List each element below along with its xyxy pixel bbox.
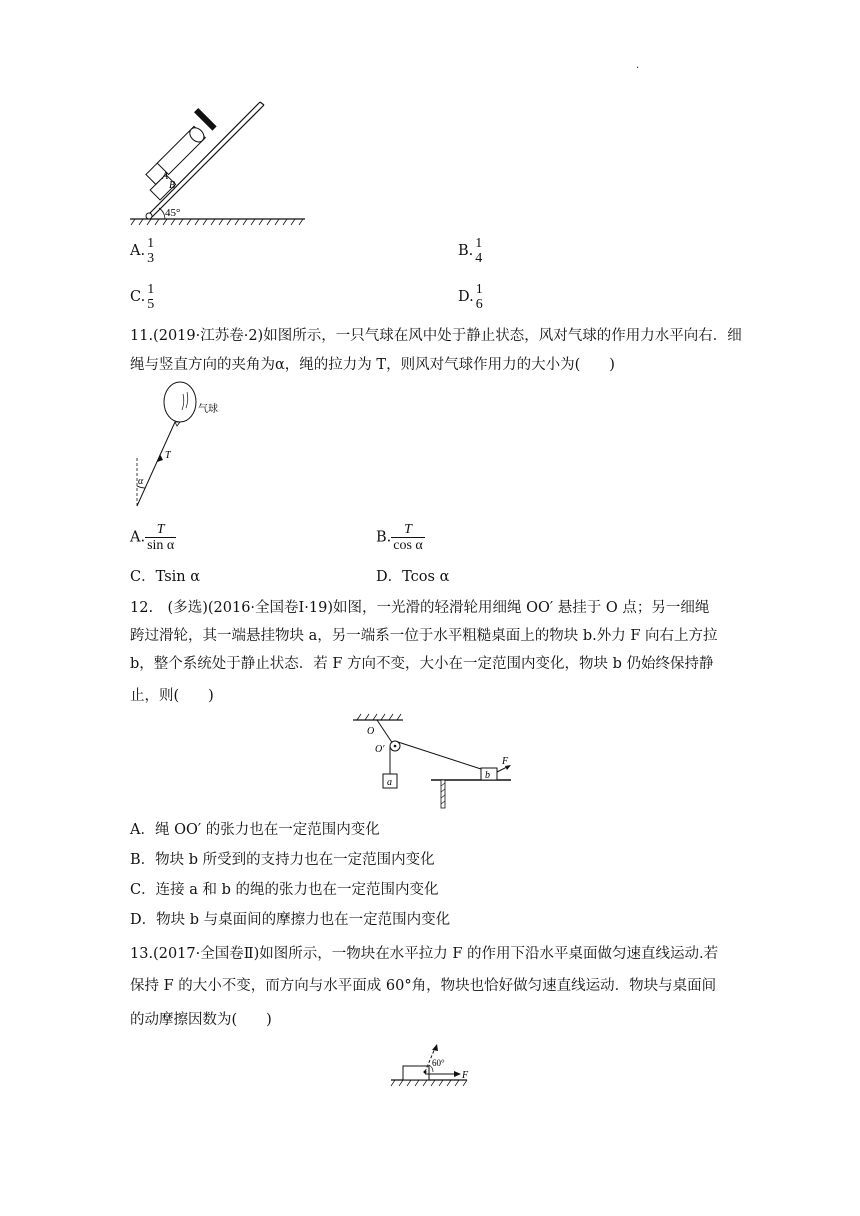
q12-o-label: O [367,726,375,737]
q12-option-c[interactable]: C．连接 a 和 b 的绳的张力也在一定范围内变化 [130,882,439,898]
q11-option-d[interactable]: D．Tcos α [376,569,450,585]
q12-stem-line2: 跨过滑轮，其一端悬挂物块 a，另一端系一位于水平粗糙桌面上的物块 b.外力 F 向右上方拉 [130,628,718,644]
q12-option-b[interactable]: B．物块 b 所受到的支持力也在一定范围内变化 [130,852,435,868]
q12-stem-line3: b，整个系统处于静止状态．若 F 方向不变，大小在一定范围内变化，物块 b 仍始终保持静 [130,656,714,672]
q13-angle-label: 60° [432,1058,445,1068]
q11-option-a[interactable]: A. $\frac{T}{\text{sin α}}$ [130,522,175,553]
q12-block-a-label: a [387,777,392,788]
q10-block-b-label: B [169,180,176,191]
q11-option-c[interactable]: C．Tsin α [130,569,201,585]
q11-option-b[interactable]: B. $\frac{T}{\text{cos α}}$ [376,522,423,553]
q10-option-c[interactable]: C. 1 5 [130,282,155,312]
q11-balloon-figure [125,380,235,510]
q13-stem-line1: 13.(2017·全国卷Ⅱ)如图所示，一物块在水平拉力 F 的作用下沿水平桌面做匀速直线运动.若 [130,946,719,962]
q12-option-d[interactable]: D．物块 b 与桌面间的摩擦力也在一定范围内变化 [130,912,451,928]
q13-stem-line3: 的动摩擦因数为( ) [130,1012,272,1028]
q11-tension-label: T [165,450,171,461]
q10-incline-figure [125,95,310,230]
q11-angle-label: α [138,476,144,487]
q11-stem-line2: 绳与竖直方向的夹角为α，绳的拉力为 T，则风对气球作用力的大小为( ) [130,357,615,373]
q12-option-a[interactable]: A．绳 OO′ 的张力也在一定范围内变化 [130,822,380,838]
q10-option-a[interactable]: A. 1 3 [130,236,155,266]
q13-block-figure [385,1030,485,1090]
q10-option-b[interactable]: B. 1 4 [458,236,483,266]
q12-stem-line1: 12. (多选)(2016·全国卷Ⅰ·19)如图，一光滑的轻滑轮用细绳 OO′ 悬挂于 O 点；另一细绳 [130,600,710,616]
q11-stem-line1: 11.(2019·江苏卷·2)如图所示，一只气球在风中处于静止状态，风对气球的作用力水平向右．细 [130,328,742,344]
q13-stem-line2: 保持 F 的大小不变，而方向与水平面成 60°角，物块也恰好做匀速直线运动．物块与桌面间 [130,978,717,994]
q10-angle-label: 45° [165,207,181,219]
page-mark: . [636,60,640,71]
q10-block-a-label: A [162,171,169,182]
q12-stem-line4: 止，则( ) [130,688,214,704]
q12-block-b-label: b [485,770,490,781]
q11-balloon-label: 气球 [198,404,218,415]
q12-force-label: F [502,756,509,767]
q10-option-d[interactable]: D. 1 6 [458,282,483,312]
q12-pulley-figure [345,712,520,812]
q12-o-prime-label: O′ [375,744,385,755]
q13-force-label: F [462,1070,469,1081]
